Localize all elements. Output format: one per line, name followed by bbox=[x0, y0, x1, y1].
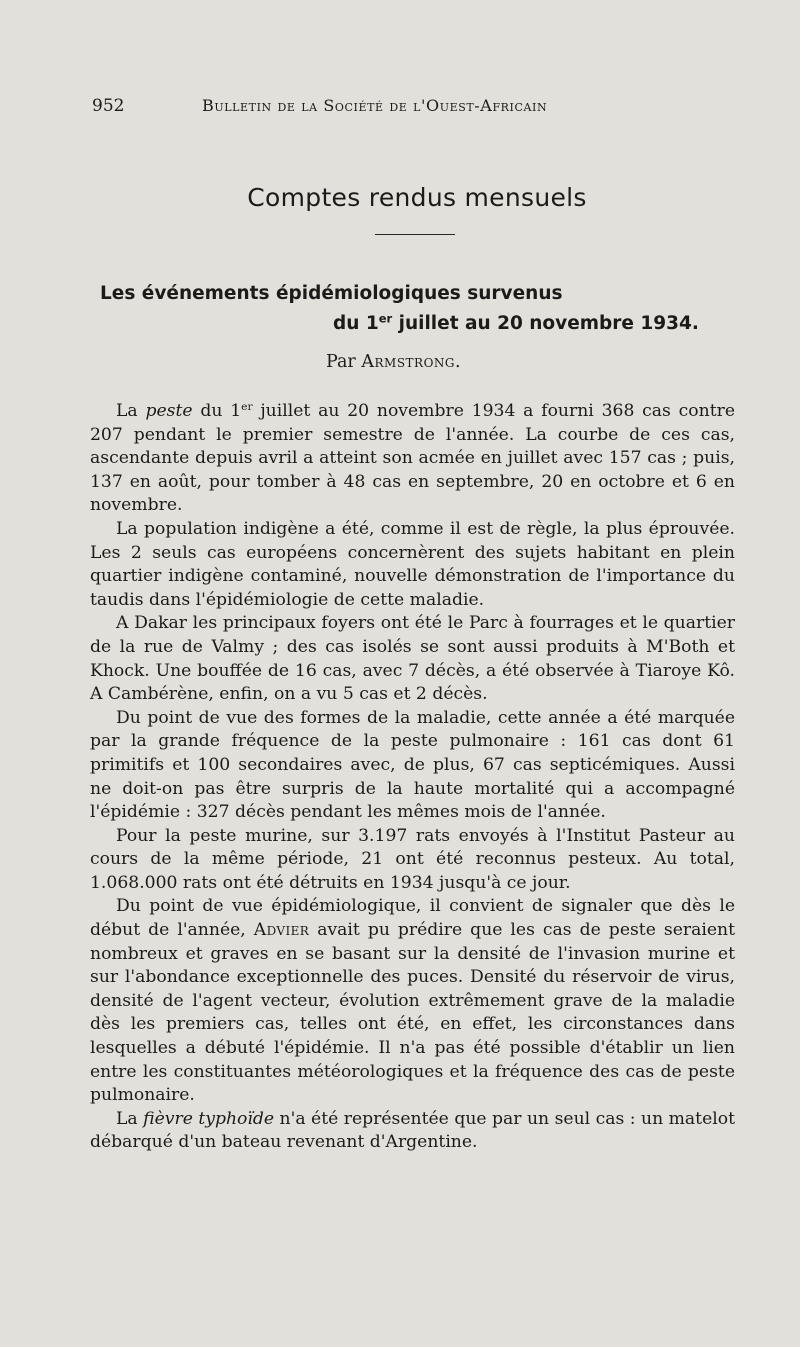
page-number: 952 bbox=[92, 96, 125, 116]
paragraph-disease-forms: Du point de vue des formes de la maladie, cette année a été marquée par la grande fréquence de la peste pulmonaire : 161 cas dont 61 primitifs et 100 secondaires avec, de plus, 67 cas septicémiques. Aussi ne doit-on pas être surpris de la haute mortalité qui a accompagné l'épidémie : 327 décès pendant les mêmes mois de l'année. bbox=[90, 707, 735, 823]
running-header bbox=[92, 96, 737, 120]
title-date-end: juillet au 20 novembre 1934. bbox=[392, 313, 699, 334]
paragraph-text: n'a été représentée que par un seul cas : un matelot débarqué d'un bateau revenant d'Argentine. bbox=[90, 1108, 736, 1153]
author-name: Armstrong. bbox=[361, 352, 462, 372]
paragraph-epidemiology bbox=[90, 895, 735, 1107]
title-date-start: du 1 bbox=[333, 313, 379, 334]
paragraph-text: La bbox=[116, 1108, 144, 1129]
paragraph-population: La population indigène a été, comme il est de règle, la plus éprouvée. Les 2 seuls cas européens concernèrent des sujets habitant en plein quartier indigène contaminé, nouvelle démonstration de l'importance du taudis dans l'épidémiologie de cette maladie. bbox=[90, 518, 735, 610]
emphasis-peste: peste bbox=[145, 401, 193, 421]
paragraph-text: du 1 bbox=[192, 401, 242, 421]
title-superscript: er bbox=[378, 311, 393, 326]
paragraph-dakar-foci: A Dakar les principaux foyers ont été le Parc à fourrages et le quartier de la rue de Valmy ; des cas isolés se sont aussi produits à M'Both et Khock. Une bouffée de 16 cas, avec 7 décès, a été observée à Tiaroye Kô. A Cambérène, enfin, on a vu 5 cas et 2 décès. bbox=[90, 613, 735, 705]
paragraph-text: avait pu prédire que les cas de peste seraient nombreux et graves en se basant sur la densité de l'invasion murine et sur l'abondance exceptionnelle des puces. Densité du réservoir de virus, densité de l'agent vecteur, évolution extrêmement grave de la maladie dès les premiers cas, telles ont été, en effet, les circonstances dans lesquelles a débuté l'épidémie. Il n'a pas été possible d'établir un lien entre les constituantes météorologiques et la fréquence des cas de peste pulmonaire. bbox=[90, 920, 735, 1106]
emphasis-fievre-typhoide: fièvre typhoïde bbox=[143, 1108, 275, 1129]
paragraph-text: juillet au 20 novembre 1934 a fourni 368 cas contre 207 pendant le premier semestre de l'année. La courbe de ces cas, ascendante depuis avril a atteint son acmée en juillet avec 157 cas ; puis, 137 en août, pour tomber à 48 cas en septembre, 20 en octobre et 6 en novembre. bbox=[90, 401, 736, 516]
superscript: er bbox=[241, 400, 253, 414]
byline bbox=[326, 352, 461, 372]
article-body bbox=[90, 400, 735, 1155]
paragraph-murine-plague: Pour la peste murine, sur 3.197 rats envoyés à l'Institut Pasteur au cours de la même période, 21 ont été reconnus pesteux. Au total, 1.068.000 rats ont été détruits en 1934 jusqu'à ce jour. bbox=[90, 825, 735, 893]
article-title-line-2 bbox=[333, 313, 800, 334]
paragraph-plague-cases bbox=[90, 400, 735, 518]
author-advier: Advier bbox=[253, 920, 310, 941]
paragraph-text: La bbox=[116, 401, 146, 421]
paragraph-typhoid bbox=[90, 1108, 735, 1155]
article-title-line-1: Les événements épidémiologiques survenus bbox=[100, 283, 563, 304]
section-title: Comptes rendus mensuels bbox=[247, 183, 587, 212]
byline-prefix: Par bbox=[326, 352, 362, 372]
journal-title: Bulletin de la Société de l'Ouest-Africain bbox=[202, 96, 548, 115]
title-rule bbox=[375, 234, 455, 235]
paragraph-text: Du point de vue épidémiologique, il convient de signaler que dès le début de l'année, bbox=[90, 896, 735, 941]
